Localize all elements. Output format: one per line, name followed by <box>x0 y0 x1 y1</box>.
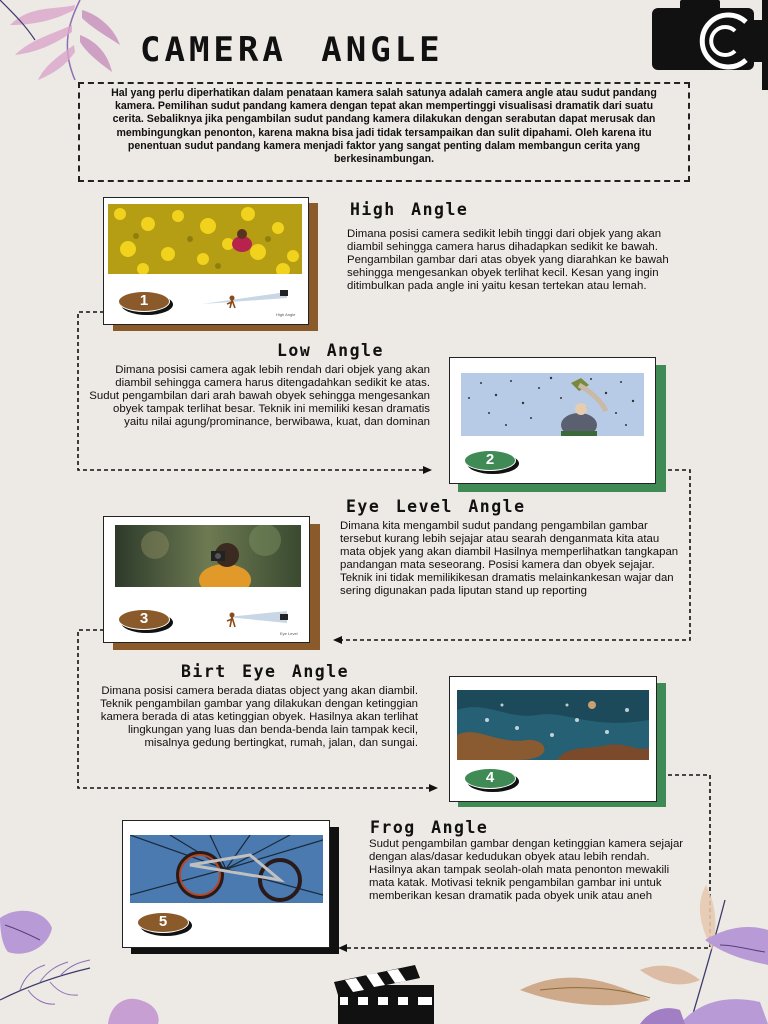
text-eye-level-angle: Dimana kita mengambil sudut pandang pengambilan gambar tersebut kurang lebih sejajar atau searah denganmata kita atau mata objek yang akan diambil Hasilnya memperlihatkan tangkapan pandangan mata seseorang. Posisi kamera dan obyek sejajar. Teknik ini tidak memilikikesan dramatis melainkankesan wajar dan sering digunakan pada liputan stand up reporting <box>340 520 679 598</box>
card-birt-eye <box>449 676 657 802</box>
clapperboard-icon <box>334 965 434 1024</box>
text-high-angle: Dimana posisi camera sedikit lebih tinggi dari objek yang akan diambil sehingga camera harus dihadapkan sedikit ke bawah. Pengambilan gambar dari atas obyek yang diarahkan ke bawah sehingga mengesankan obyek terlihat kecil. Kesan yang ingin ditimbulkan pada angle ini yaitu kesan tertekan atau lemah. <box>347 228 669 293</box>
heading-eye-level-angle: Eye Level Angle <box>346 497 526 516</box>
photo-frog-angle <box>130 835 323 903</box>
page-title: CAMERA ANGLE <box>140 30 444 70</box>
text-low-angle: Dimana posisi camera agak lebih rendah dari objek yang akan diambil sehingga camera harus ditengadahkan sedikit ke atas. Sudut pengambilan dari arah bawah obyek sehingga mengesankan obyek tampak terlihat besar. Teknik ini memiliki kesan dramatis yaitu nilai agung/prominance, berwibawa, kuat, dan dominan <box>89 364 430 429</box>
intro-box: Hal yang perlu diperhatikan dalam penataan kamera salah satunya adalah camera angle atau sudut pandang kamera. Pemilihan sudut pandang kamera dengan tepat akan mempertinggi visualisasi dramatik dari suatu cerita. Sebaliknya jika pengambilan sudut pandang kamera dilakukan dengan serabutan dapat merusak dan membingungkan penonton, karena makna bisa jadi tidak tersampaikan dan sulit dipahami. Oleh karena itu penentuan sudut pandang kamera menjadi faktor yang sangat penting dalam membangun cerita yang berkesinambungan. <box>78 82 690 182</box>
camera-logo-icon <box>652 0 768 90</box>
photo-birt-eye <box>457 690 649 760</box>
step-badge: 5 <box>137 912 189 933</box>
card-frog-angle <box>122 820 330 948</box>
heading-frog-angle: Frog Angle <box>370 818 489 837</box>
photo-high-angle <box>108 204 302 274</box>
camera-diagram-icon <box>192 284 292 314</box>
camera-diagram-icon <box>192 605 292 635</box>
step-badge: 1 <box>118 291 170 312</box>
step-badge: 4 <box>464 768 516 789</box>
card-eye-level <box>103 516 310 643</box>
photo-eye-level <box>115 525 301 587</box>
heading-birt-eye-angle: Birt Eye Angle <box>181 662 350 681</box>
text-birt-eye-angle: Dimana posisi camera berada diatas object yang akan diambil. Teknik pengambilan gambar yang dilakukan dengan ketinggian kamera berada di atas ketinggian obyek. Hasilnya akan terlihat lingkungan yang luas dan benda-benda lain tampak kecil, misalnya gedung bertingkat, rumah, jalan, dan sungai. <box>100 685 418 750</box>
step-badge: 3 <box>118 609 170 630</box>
diagram-caption: High Angle <box>276 312 296 317</box>
photo-low-angle <box>461 373 644 436</box>
heading-high-angle: High Angle <box>350 200 469 219</box>
diagram-caption: Eye Level <box>280 631 298 636</box>
step-badge: 2 <box>464 450 516 471</box>
card-low-angle <box>449 357 656 484</box>
heading-low-angle: Low Angle <box>277 341 384 360</box>
leaf-icon <box>520 885 768 1024</box>
card-high-angle <box>103 197 309 325</box>
leaf-icon <box>0 0 120 80</box>
text-frog-angle: Sudut pengambilan gambar dengan ketinggian kamera sejajar dengan alas/dasar kedudukan obyek atau lebih rendah. Hasilnya akan tampak seolah-olah mata penonton mewakili mata katak. Motivasi teknik pengambilan gambar ini untuk memberikan kesan dramatik pada obyek unik atau aneh <box>369 838 684 903</box>
